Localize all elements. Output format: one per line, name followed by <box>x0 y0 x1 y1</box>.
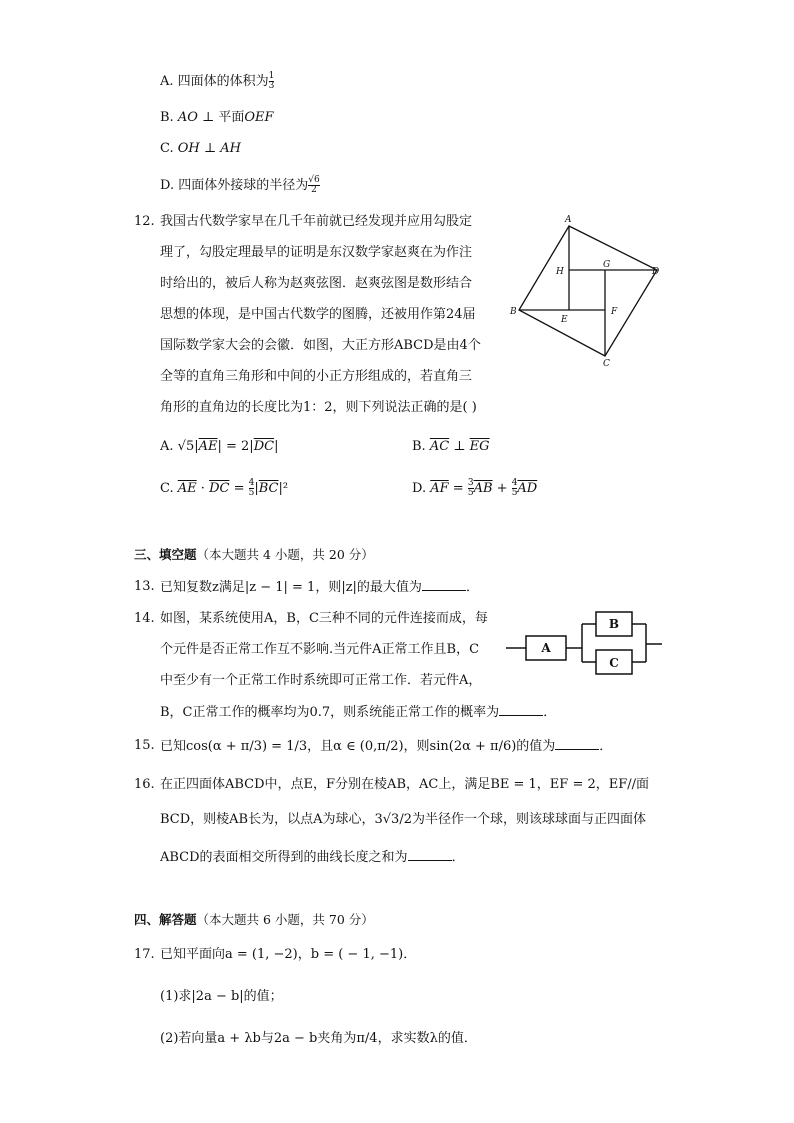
q12-option-a: A. $√5|\overline{AE}| = 2|\overline{DC}|$ <box>160 439 279 454</box>
label-c: C <box>603 359 610 369</box>
q14-line-3: 中至少有一个正常工作时系统即可正常工作．若元件A， <box>160 673 482 688</box>
q16-number: 16. <box>134 777 155 792</box>
q11-option-b: B. AO ⊥ 平面OEF <box>160 110 274 125</box>
q12-line-5: 国际数学家大会的会徽．如图，大正方形ABCD是由4个 <box>160 338 481 353</box>
label-h: H <box>556 267 564 277</box>
q12-option-c: C. $\overline{AE} \cdot \overline{DC}$ = $\frac{4}{5}$ $|\overline{BC}|^2$ <box>160 478 289 498</box>
label-f: F <box>611 307 618 317</box>
q12-line-6: 全等的直角三角形和中间的小正方形组成的，若直角三 <box>160 369 473 384</box>
q15-answer-blank <box>555 737 599 750</box>
q14-line-1: 如图，某系统使用A，B，C三种不同的元件连接而成，每 <box>160 611 488 626</box>
q14-answer-blank <box>499 703 543 716</box>
big-square <box>519 226 660 356</box>
q15-text: 已知cos(α + π/3) = 1/3，且α ∈ (0,π/2)，则sin(2α + π/6)的值为 ． <box>160 739 613 754</box>
q14-line-4: B，C正常工作的概率均为0.7，则系统能正常工作的概率为 ． <box>160 705 557 720</box>
q17-number: 17. <box>134 947 155 962</box>
q12-option-b: B. $\overline{AC}$ ⊥ $\overline{EG}$ <box>412 439 490 454</box>
q17-part-2: (2)若向量a + λb与2a − b夹角为π/4，求实数λ的值． <box>160 1031 477 1046</box>
q11-option-c: C. OH ⊥ AH <box>160 141 241 156</box>
section-3-heading: 三、填空题（本大题共 4 小题，共 20 分） <box>134 547 374 562</box>
q12-line-7: 角形的直角边的长度比为1：2，则下列说法正确的是( ) <box>160 400 477 415</box>
q11-option-d: D. 四面体外接球的半径为 $\frac{√6}{2}$ <box>160 175 320 195</box>
q12-line-1: 我国古代数学家早在几千年前就已经发现并应用勾股定 <box>160 214 473 229</box>
q12-line-4: 思想的体现，是中国古代数学的图腾，还被用作第24届 <box>160 307 476 322</box>
component-b-label: B <box>608 617 620 631</box>
label-a: A <box>565 215 572 225</box>
label-e: E <box>561 315 568 325</box>
q16-line-1: 在正四面体ABCD中，点E，F分别在棱AB，AC上，满足BE = 1，EF = 2，EF//面 <box>160 777 650 792</box>
q13-text: 已知复数z满足|z − 1| = 1，则|z|的最大值为 ． <box>160 580 479 595</box>
q12-line-3: 时给出的，被后人称为赵爽弦图．赵爽弦图是数形结合 <box>160 276 473 291</box>
q17-part-1: (1)求|2a − b|的值； <box>160 989 283 1004</box>
section-4-heading: 四、解答题（本大题共 6 小题，共 70 分） <box>134 912 374 927</box>
q14-number: 14. <box>134 611 155 626</box>
zhaoshuang-figure <box>505 210 675 370</box>
label-g: G <box>603 260 611 270</box>
q16-line-3: ABCD的表面相交所得到的曲线长度之和为 ． <box>160 850 465 865</box>
label-d: D <box>652 267 660 277</box>
q16-answer-blank <box>408 848 452 861</box>
component-a-label: A <box>541 641 551 655</box>
q16-line-2: BCD，则棱AB长为，以点A为球心，3√3/2为半径作一个球，则该球球面与正四面体 <box>160 812 646 827</box>
q17-line-1: 已知平面向a = (1, −2)，b = ( − 1, −1)． <box>160 947 417 962</box>
circuit-figure <box>506 604 662 676</box>
q15-number: 15. <box>134 738 155 753</box>
q12-option-d: D. $\overline{AF}$ = $\frac{3}{5}$ $\overline{AB}$ + $\frac{4}{5}$ $\overline{AD}$ <box>412 478 538 498</box>
label-b: B <box>510 307 517 317</box>
q14-line-2: 个元件是否正常工作互不影响.当元件A正常工作且B，C <box>160 642 480 657</box>
q11-option-a: A. 四面体的体积为 $\frac{1}{3}$ <box>160 71 275 91</box>
q13-number: 13. <box>134 579 155 594</box>
q13-answer-blank <box>422 578 466 591</box>
q12-number: 12. <box>134 214 155 229</box>
q12-line-2: 理了，勾股定理最早的证明是东汉数学家赵爽在为作注 <box>160 245 473 260</box>
component-c-label: C <box>609 656 619 670</box>
